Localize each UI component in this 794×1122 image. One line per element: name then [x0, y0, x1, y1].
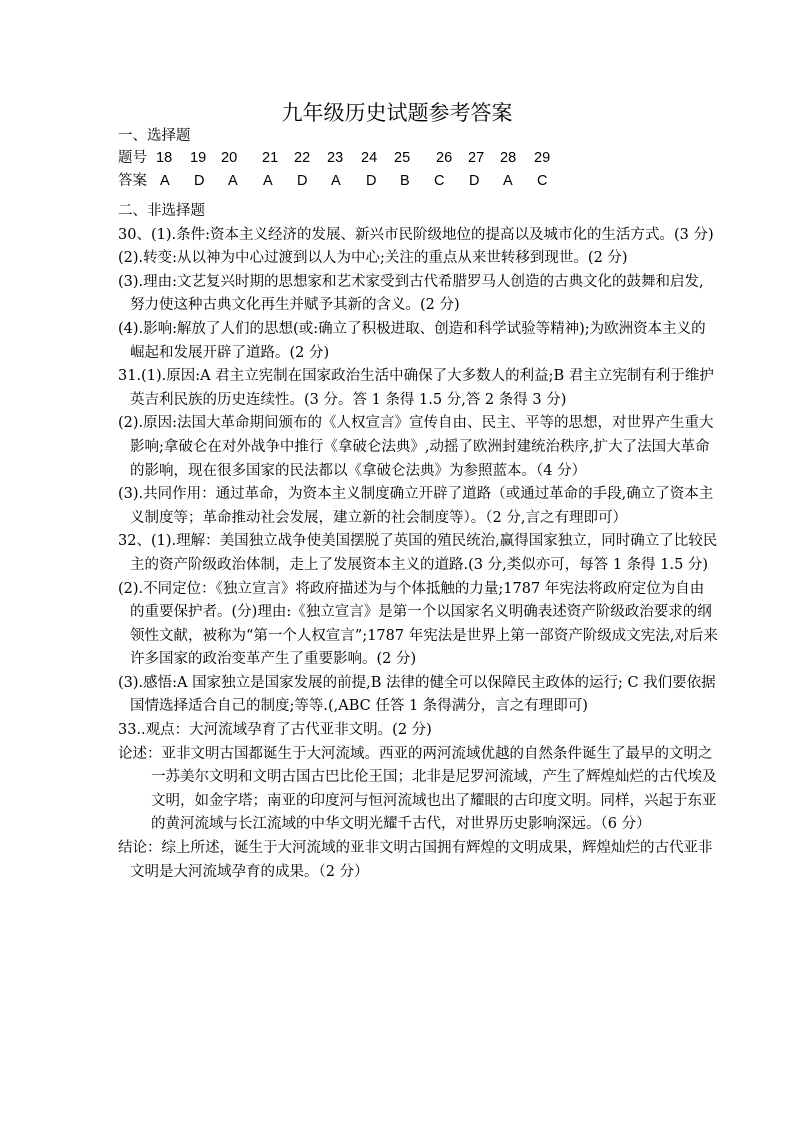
- answer-paragraph: (2).转变:从以神为中心过渡到以人为中心;关注的重点从来世转移到现世。(2 分): [118, 250, 628, 267]
- answer-letter: A: [263, 173, 273, 189]
- answer-paragraph: (3).共同作用：通过革命，为资本主义制度确立开辟了道路（或通过革命的手段,确立了资本主义制度等；革命推动社会发展，建立新的社会制度等）。（2 分,言之有理即可）: [118, 486, 714, 526]
- answer-letter: A: [503, 173, 513, 189]
- row-label: 题号: [118, 150, 147, 166]
- answer-letter: D: [194, 173, 205, 189]
- question-number: 20: [221, 150, 238, 166]
- answer-letter: C: [434, 173, 445, 189]
- question-number: 19: [190, 150, 207, 166]
- answer-paragraph: (4).影响:解放了人们的思想(或:确立了积极进取、创造和科学试验等精神);为欧洲资本主义的崛起和发展开辟了道路。(2 分): [118, 320, 706, 361]
- question-number: 29: [534, 150, 551, 166]
- answer-paragraph: (3).理由:文艺复兴时期的思想家和艺术家受到古代希腊罗马人创造的古典文化的鼓舞和启发,努力使这种古典文化再生并赋予其新的含义。(2 分): [118, 273, 704, 314]
- answer-letter: D: [297, 173, 308, 189]
- answer-letter: A: [331, 173, 341, 189]
- answer-letter: D: [366, 173, 377, 189]
- answer-paragraph: 30、(1).条件:资本主义经济的发展、新兴市民阶级地位的提高以及城市化的生活方式。(3 分): [118, 226, 714, 243]
- answer-letter: A: [228, 173, 238, 189]
- answer-paragraph: 结论：综上所述，诞生于大河流域的亚非文明古国拥有辉煌的文明成果，辉煌灿烂的古代亚非文明是大河流域孕育的成果。（2 分）: [118, 840, 713, 880]
- question-number: 26: [436, 150, 453, 166]
- non-choice-answers: [118, 200, 718, 884]
- question-number: 18: [156, 150, 173, 166]
- question-number: 28: [500, 150, 517, 166]
- page-title: 九年级历史试题参考答案: [281, 101, 513, 125]
- answer-paragraph: (2).原因:法国大革命期间颁布的《人权宣言》宣传自由、民主、平等的思想，对世界产生重大影响;拿破仑在对外战争中推行《拿破仑法典》,动摇了欧洲封建统治秩序,扩大了法国大革命的影响，现在很多国家的民法都以《拿破仑法典》为参照蓝本。（4 分）: [118, 415, 714, 479]
- question-number: 24: [361, 150, 378, 166]
- question-number: 21: [262, 150, 279, 166]
- question-number: 22: [294, 150, 311, 166]
- section-heading-non-choice: 二、非选择题: [118, 203, 205, 219]
- answer-letter: C: [537, 173, 548, 189]
- question-number: 25: [394, 150, 411, 166]
- answer-paragraph: 33..观点：大河流域孕育了古代亚非文明。(2 分): [118, 722, 432, 739]
- question-number: 23: [327, 150, 344, 166]
- section-heading-choice: 一、选择题: [118, 128, 191, 144]
- row-label: 答案: [118, 173, 147, 189]
- answer-letter: B: [400, 173, 410, 189]
- answer-paragraph: (3).感悟:A 国家独立是国家发展的前提,B 法律的健全可以保障民主政体的运行; C 我们要依据国情选择适合自己的制度;等等.(,ABC 任答 1 条得满分，言之有理即可): [118, 674, 716, 715]
- answer-paragraph: 31.(1).原因:A 君主立宪制在国家政治生活中确保了大多数人的利益;B 君主立宪制有利于维护英吉利民族的历史连续性。(3 分。答 1 条得 1.5 分,答 2 条得 3 分): [118, 368, 714, 408]
- question-number: 27: [468, 150, 485, 166]
- answer-paragraph: (2).不同定位：《独立宣言》将政府描述为与个体抵触的力量;1787 年宪法将政府定位为自由的重要保护者。(分)理由:《独立宣言》是第一个以国家名义明确表述资产阶级政治要求的纲领性文献，被称为“第一个人权宣言”;1787 年宪法是世界上第一部资产阶级成文宪法,对后来许多国家的政治变革产生了重要影响。(2 分): [118, 580, 718, 668]
- answer-paragraph: 论述：亚非文明古国都诞生于大河流域。西亚的两河流域优越的自然条件诞生了最早的文明之一苏美尔文明和文明古国古巴比伦王国；北非是尼罗河流域，产生了辉煌灿烂的古代埃及文明，如金字塔；南亚的印度河与恒河流域也出了耀眼的古印度文明。同样，兴起于东亚的黄河流域与长江流域的中华文明光耀千古代，对世界历史影响深远。（6 分）: [118, 745, 717, 833]
- answer-paragraph: 32、(1).理解：美国独立战争使美国摆脱了英国的殖民统治,赢得国家独立，同时确立了比较民主的资产阶级政治体制，走上了发展资本主义的道路.(3 分,类似亦可，每答 1 条得 1.5 分): [118, 533, 718, 573]
- answer-letter: D: [469, 173, 480, 189]
- answer-letter: A: [160, 173, 170, 189]
